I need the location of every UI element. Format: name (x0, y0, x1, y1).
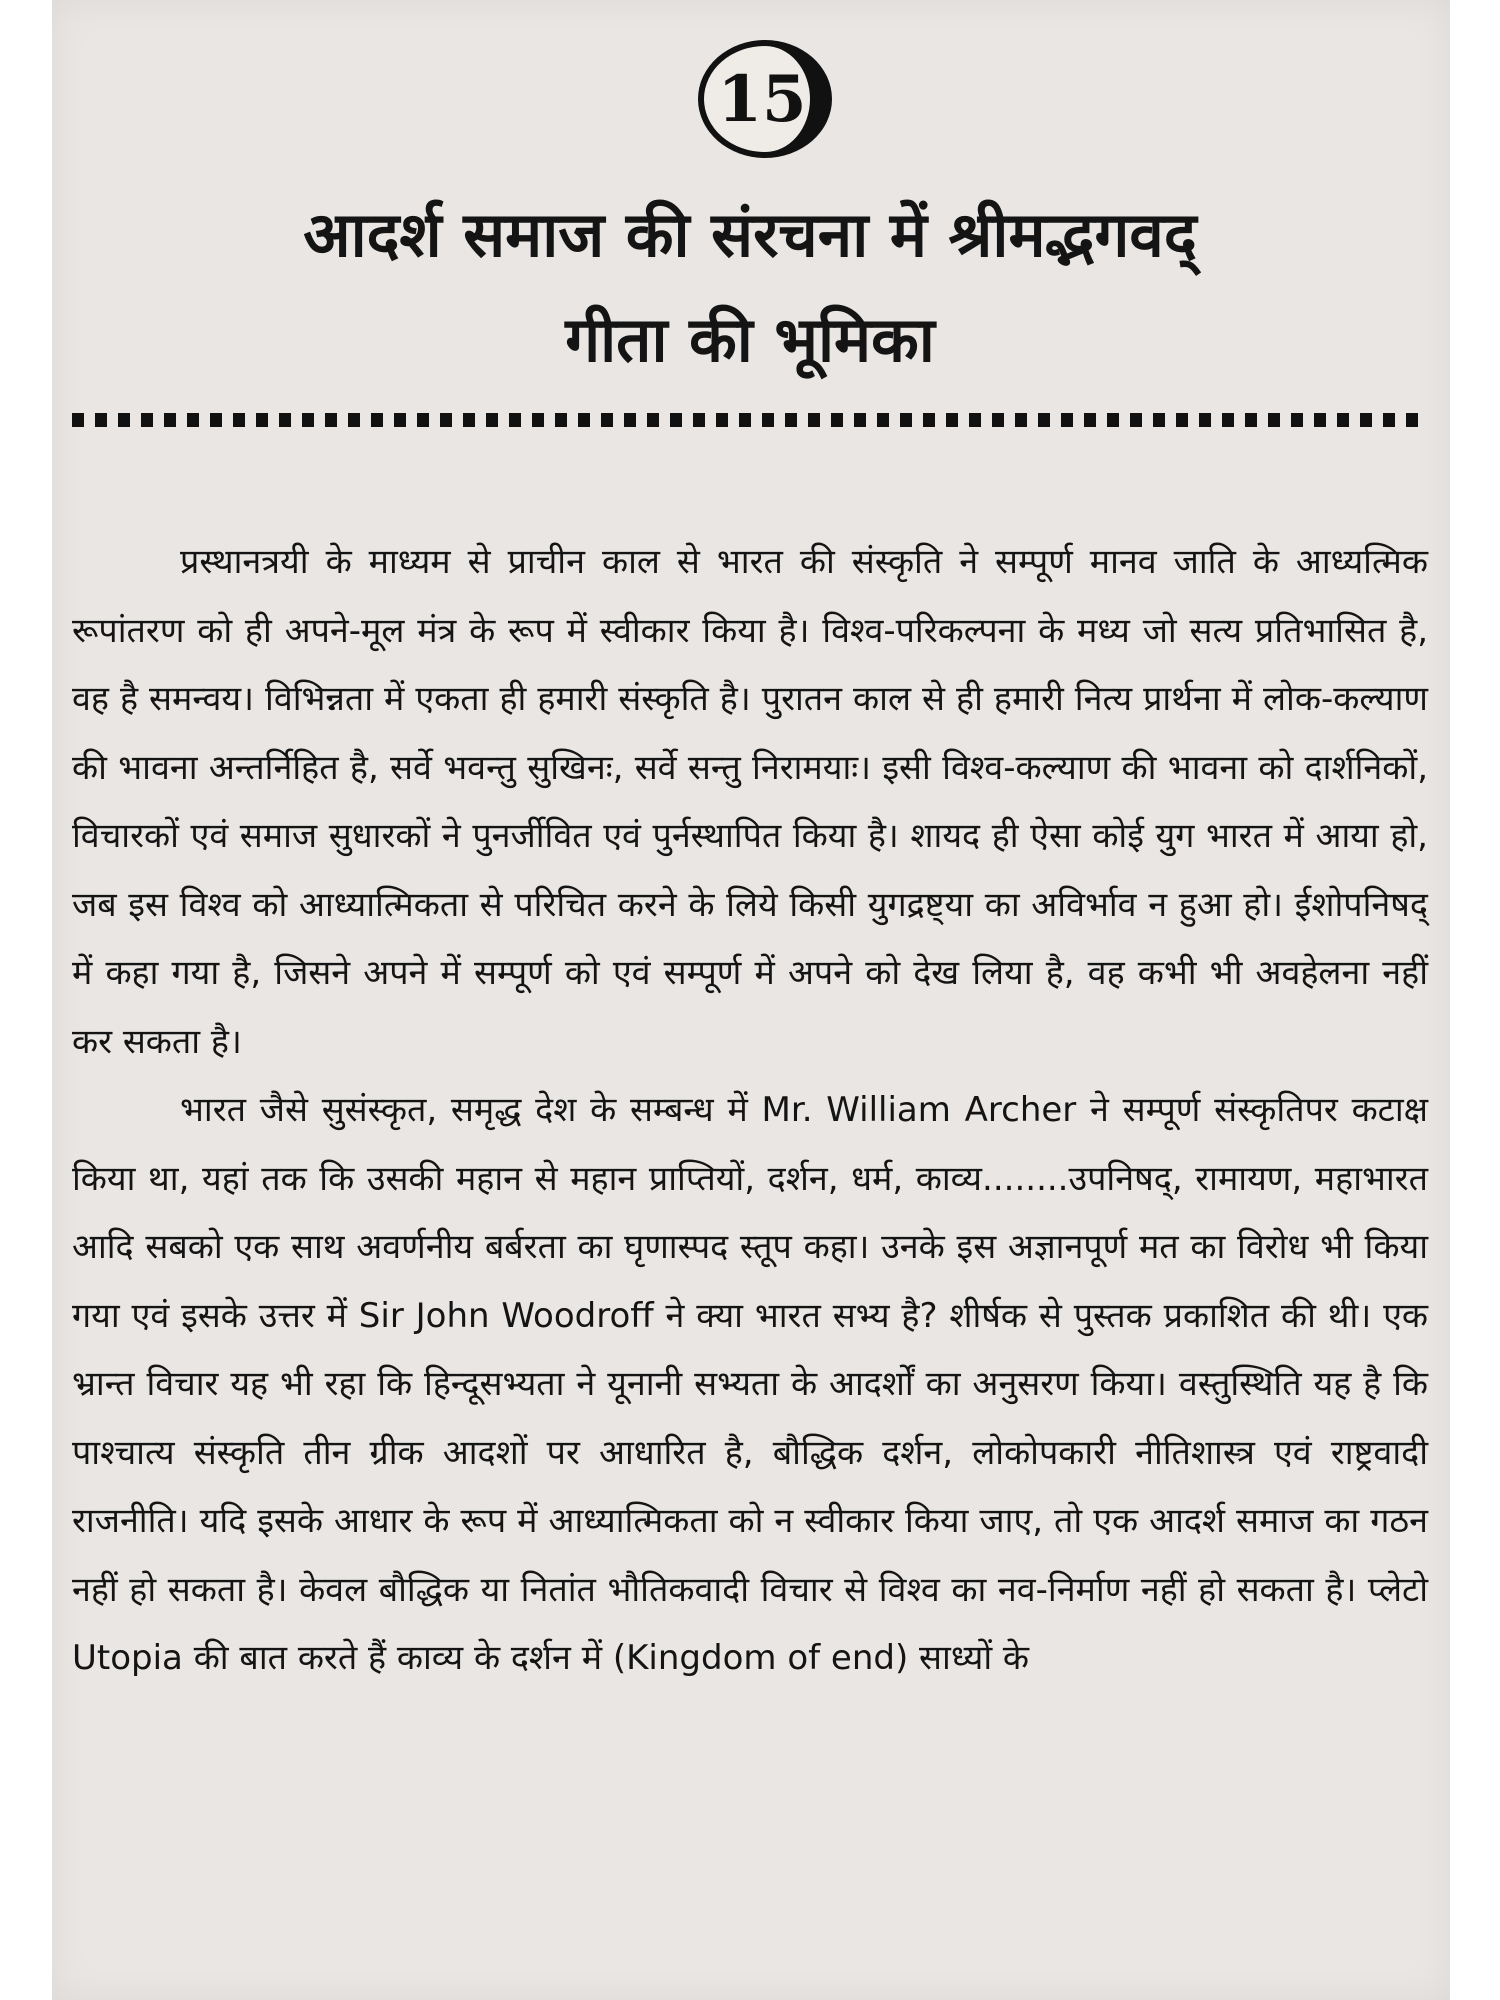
chapter-title-line-2: गीता की भूमिका (565, 303, 935, 376)
dotted-divider (72, 413, 1428, 427)
chapter-title-line-1: आदर्श समाज की संरचना में श्रीमद्भगवद् (303, 198, 1197, 271)
body-text (72, 528, 1428, 1693)
chapter-number: 15 (717, 61, 807, 137)
chapter-number-badge (698, 40, 832, 158)
paragraph-2: भारत जैसे सुसंस्कृत, समृद्ध देश के सम्बन्ध में Mr. William Archer ने सम्पूर्ण संस्कृतिपर कटाक्ष किया था, यहां तक कि उसकी महान से महान प्राप्तियों, दर्शन, धर्म, काव्य........उपनिषद्, रामायण, महाभारत आदि सबको एक साथ अवर्णनीय बर्बरता का घृणास्पद स्तूप कहा। उनके इस अज्ञानपूर्ण मत का विरोध भी किया गया एवं इसके उत्तर में Sir John Woodroff ने क्या भारत सभ्य है? शीर्षक से पुस्तक प्रकाशित की थी। एक भ्रान्त विचार यह भी रहा कि हिन्दूसभ्यता ने यूनानी सभ्यता के आदर्शों का अनुसरण किया। वस्तुस्थिति यह है कि पाश्चात्य संस्कृति तीन ग्रीक आदशों पर आधारित है, बौद्धिक दर्शन, लोकोपकारी नीतिशास्त्र एवं राष्ट्रवादी राजनीति। यदि इसके आधार के रूप में आध्यात्मिकता को न स्वीकार किया जाए, तो एक आदर्श समाज का गठन नहीं हो सकता है। केवल बौद्धिक या नितांत भौतिकवादी विचार से विश्व का नव-निर्माण नहीं हो सकता है। प्लेटो Utopia की बात करते हैं काव्य के दर्शन में (Kingdom of end) साध्यों के (72, 1090, 1428, 1678)
paragraph-1: प्रस्थानत्रयी के माध्यम से प्राचीन काल से भारत की संस्कृति ने सम्पूर्ण मानव जाति के आध्यत्मिक रूपांतरण को ही अपने-मूल मंत्र के रूप में स्वीकार किया है। विश्व-परिकल्पना के मध्य जो सत्य प्रतिभासित है, वह है समन्वय। विभिन्नता में एकता ही हमारी संस्कृति है। पुरातन काल से ही हमारी नित्य प्रार्थना में लोक-कल्याण की भावना अन्तर्निहित है, सर्वे भवन्तु सुखिनः, सर्वे सन्तु निरामयाः। इसी विश्व-कल्याण की भावना को दार्शनिकों, विचारकों एवं समाज सुधारकों ने पुनर्जीवित एवं पुर्नस्थापित किया है। शायद ही ऐसा कोई युग भारत में आया हो, जब इस विश्व को आध्यात्मिकता से परिचित करने के लिये किसी युगद्रष्ट्या का अविर्भाव न हुआ हो। ईशोपनिषद् में कहा गया है, जिसने अपने में सम्पूर्ण को एवं सम्पूर्ण में अपने को देख लिया है, वह कभी भी अवहेलना नहीं कर सकता है। (72, 542, 1428, 1062)
